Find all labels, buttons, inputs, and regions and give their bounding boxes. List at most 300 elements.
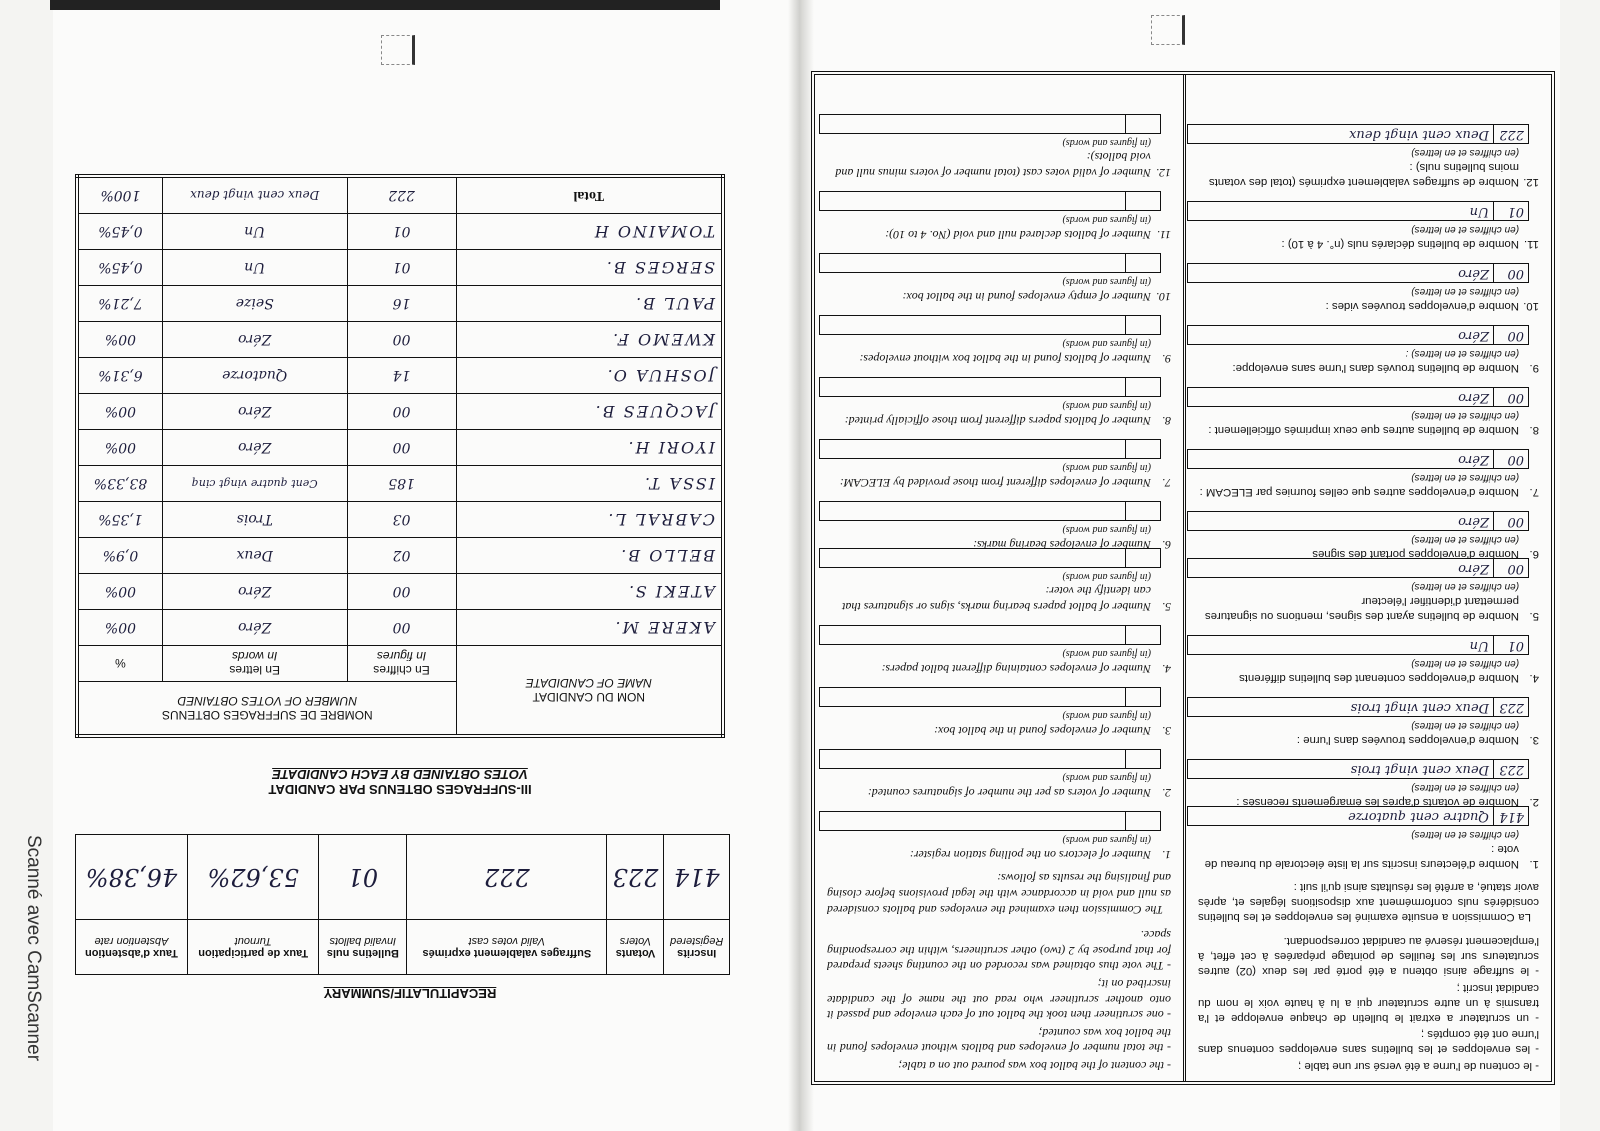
answer-box [819,687,1161,707]
answer-words[interactable] [820,378,1125,396]
item-label: Nombre d'enveloppes trouvées vides : [1325,300,1519,313]
summary-header-en: Turnout [234,935,272,947]
header-votes-fr: NOMBRE DE SUFFRAGES OBTENUS [161,708,373,722]
item-label: Nombre d'enveloppes contenant des bulletins différents [1239,672,1519,685]
candidate-row [77,430,723,466]
item-question [1198,670,1539,685]
item-label: Number of ballots papers different from those officially printed: [844,413,1151,428]
item-number: 10. [1156,289,1171,304]
item-question [827,660,1171,676]
total-row [77,176,723,214]
item-number: 2. [1529,796,1539,809]
item-label: Nombre d'électeurs inscrits sur la liste électorale du bureau de vote : [1204,843,1519,871]
answer-figures[interactable]: 222 [1493,125,1528,143]
form-item [827,552,1171,614]
item-label: Number of electors on the polling station register: [909,847,1151,862]
answer-box [819,811,1161,831]
candidate-row [77,394,723,430]
answer-words[interactable]: Zéro [1458,514,1489,530]
answer-figures[interactable]: 00 [1493,388,1528,406]
item-hint: (en chiffres et en lettres) : [1405,348,1519,360]
item-question [1198,236,1539,251]
header-name-fr: NOM DU CANDIDAT [532,690,645,704]
votes-words: Cent quatre vingt cinq [162,466,347,502]
item-number: 9. [1162,351,1171,366]
answer-words[interactable]: Quatre cent quatorze [1347,809,1489,825]
votes-words: Zéro [162,322,347,358]
form-column-french [1183,75,1551,1081]
form-item [827,614,1171,676]
votes-figures: 16 [347,286,456,322]
intro-text-en [827,870,1171,1073]
votes-percent: 00% [77,322,162,358]
intro-bullet: - un scrutateur a extrait le bulletin de chaque enveloppe et l'a transmis à un autre scrutateur qui a lu à haute voix le nom du candidat inscrit ; [1198,981,1539,1024]
header-words-en: In words [232,649,278,664]
item-label: Number of empty envelopes found in the ballot box: [902,289,1151,304]
item-number: 11. [1156,227,1171,242]
form-item [1198,127,1539,189]
answer-box [1187,325,1529,345]
answer-figures[interactable] [1125,192,1160,210]
candidate-name: AKERE M. [456,610,723,646]
votes-words: Quatorze [162,358,347,394]
item-label: Number of envelopes containing different ballot papers: [881,661,1151,676]
item-number: 11. [1524,238,1539,251]
intro-bullet: - the content of the ballot box was poured out on a table; [898,1059,1171,1073]
item-number: 4. [1529,672,1539,685]
item-number: 12. [1523,176,1539,189]
item-hint: (en chiffres et en lettres) [1411,658,1519,670]
answer-figures[interactable] [1125,626,1160,644]
item-question [827,784,1171,800]
candidate-name: KWEMO F. [456,322,723,358]
answer-words[interactable] [820,502,1125,520]
header-percent: % [77,646,162,682]
summary-value: 414 [664,835,730,920]
item-label: Nombre d'enveloppes autres que celles fournies par ELECAM : [1199,486,1519,499]
candidates-section-title [230,767,570,797]
answer-box [1187,387,1529,407]
item-hint: (en chiffres et en lettres) [1411,720,1519,732]
intro-text-fr [1198,879,1539,1073]
total-label: Total [456,176,723,214]
summary-value: 01 [319,835,407,920]
item-hint: (in figures and words) [1062,710,1151,722]
summary-header-en: Registered [670,935,724,947]
form-item [827,180,1171,242]
item-label: Number of voters as per the number of signatures counted: [867,785,1151,800]
item-hint: (in figures and words) [1062,834,1151,846]
summary-header-en: Abstention rate [94,935,169,947]
total-percent: 100% [77,176,162,214]
item-number: 9. [1529,362,1539,375]
summary-header [607,920,664,975]
item-hint: (in figures and words) [1062,462,1151,474]
item-hint: (in figures and words) [1062,136,1151,148]
answer-words[interactable] [820,254,1125,272]
summary-header-en: Invalid ballots [329,935,397,947]
item-question [1198,298,1539,313]
form-item [827,676,1171,738]
form-item [1198,623,1539,685]
votes-percent: 00% [77,574,162,610]
page-number-marker [1151,15,1185,45]
form-item [1198,561,1539,623]
item-number: 3. [1162,723,1171,738]
form-items-fr [1198,127,1539,871]
item-label: Number of ballots declared null and void (No. 4 to 10): [885,227,1151,242]
item-hint: (in figures and words) [1062,276,1151,288]
form-item [1198,809,1539,871]
form-item [1198,499,1539,561]
summary-header-fr: Votants [615,947,656,959]
item-hint: (in figures and words) [1062,648,1151,660]
header-candidate-name [456,646,723,737]
item-question [827,226,1171,242]
answer-box [1187,449,1529,469]
candidate-row [77,286,723,322]
summary-header-fr: Inscrits [677,947,717,959]
votes-figures: 00 [347,574,456,610]
answer-words[interactable] [820,115,1125,133]
votes-percent: 6,31% [77,358,162,394]
votes-percent: 7,21% [77,286,162,322]
votes-percent: 0,45% [77,214,162,250]
intro-bullet: - le suffrage ainsi obtenu a été porté par les deux (02) autres scrutateurs sur les feuilles de pointage préparées à cet effet, à l'emplacement réservé au candidat correspondant. [1198,935,1539,978]
item-question [1198,593,1539,623]
form-item [827,428,1171,490]
candidate-name: CABRAL L. [456,502,723,538]
votes-percent: 83,33% [77,466,162,502]
item-hint: (en chiffres et en lettres) [1411,410,1519,422]
answer-words[interactable] [820,440,1125,458]
answer-box [819,114,1161,134]
form-item [1198,189,1539,251]
candidate-row [77,214,723,250]
item-hint: (en chiffres et en lettres) [1411,782,1519,794]
votes-figures: 02 [347,538,456,574]
candidate-row [77,466,723,502]
candidate-row [77,322,723,358]
item-number: 1. [1529,858,1539,871]
candidate-name: IYORI H. [456,430,723,466]
answer-figures[interactable] [1125,254,1160,272]
summary-header [319,920,407,975]
answer-figures[interactable] [1125,378,1160,396]
item-hint: (en chiffres et en lettres) [1411,534,1519,546]
item-hint: (in figures and words) [1062,772,1151,784]
section-title-fr: III-SUFFRAGES OBTENUS PAR CANDIDAT [268,782,532,797]
total-figures: 222 [347,176,456,214]
summary-value: 46,38% [76,835,188,920]
item-question [1198,484,1539,499]
answer-words[interactable] [820,316,1125,334]
candidate-name: JACQUES B. [456,394,723,430]
item-label: Nombre de bulletins autres que ceux imprimés officiellement : [1208,424,1519,437]
item-number: 12. [1156,165,1171,180]
votes-figures: 00 [347,430,456,466]
answer-words[interactable]: Deux cent vingt trois [1350,762,1489,778]
intro-bullet: - The vote thus obtained was recorded on the counting sheets prepared for that purpose by 2 (two) other scrutineers, within the corresponding space. [827,928,1171,974]
candidate-row [77,502,723,538]
answer-words[interactable]: Zéro [1458,561,1489,577]
item-number: 5. [1529,610,1539,623]
form-item [827,738,1171,800]
item-hint: (en chiffres et en lettres) [1411,472,1519,484]
header-figures-fr: En chiffres [373,663,430,678]
candidate-votes-table [75,174,725,738]
form-item [827,800,1171,862]
header-figures-en: In figures [376,649,427,664]
summary-table [75,834,730,975]
item-number: 1. [1162,847,1171,862]
summary-header-fr: Taux d'abstention [85,947,178,959]
candidate-name: ISSA T. [456,466,723,502]
answer-figures[interactable]: 01 [1493,636,1528,654]
form-item [1198,313,1539,375]
answer-box [819,501,1161,521]
summary-header-en: Valid votes cast [468,935,546,947]
item-number: 2. [1162,785,1171,800]
item-label: Number of envelopes different from those provided by ELECAM: [839,475,1151,490]
answer-box [819,191,1161,211]
item-hint: (en chiffres et en lettres) [1411,147,1519,159]
votes-words: Trois [162,502,347,538]
votes-words: Seize [162,286,347,322]
item-label: Number of ballots found in the ballot box without envelopes: [859,351,1151,366]
form-item [827,304,1171,366]
item-question [827,288,1171,304]
answer-box [1187,511,1529,531]
item-hint: (in figures and words) [1062,400,1151,412]
answer-figures[interactable] [1125,750,1160,768]
item-hint: (in figures and words) [1062,338,1151,350]
votes-figures: 01 [347,214,456,250]
summary-value: 223 [607,835,664,920]
item-question [827,474,1171,490]
answer-words[interactable]: Un [1469,204,1489,220]
item-hint: (in figures and words) [1062,524,1151,536]
item-question [1198,360,1539,375]
item-number: 3. [1529,734,1539,747]
item-label: Nombre de votants d'après les émargements recensés : [1236,796,1519,809]
candidate-row [77,358,723,394]
candidate-name: SERGES B. [456,250,723,286]
votes-words: Un [162,214,347,250]
votes-words: Un [162,250,347,286]
candidate-name: TOMAINO H [456,214,723,250]
header-figures [347,646,456,682]
answer-words[interactable]: Zéro [1458,452,1489,468]
header-words-fr: En lettres [229,663,281,678]
intro-paragraph: La Commission a ensuite examiné les enveloppes et les bulletins considérés nuls conformément aux dispositions légales et, après avoir statué, a arrêté les résultats ainsi qu'il suit : [1198,880,1539,923]
answer-figures[interactable]: 223 [1493,698,1528,716]
item-hint: (en chiffres et en lettres) [1411,581,1519,593]
header-words [162,646,347,682]
answer-figures[interactable] [1125,688,1160,706]
answer-figures[interactable]: 00 [1493,326,1528,344]
form-item [1198,251,1539,313]
candidate-row [77,538,723,574]
total-words: Deux cent vingt deux [162,176,347,214]
votes-figures: 185 [347,466,456,502]
item-number: 7. [1162,475,1171,490]
item-hint: (in figures and words) [1062,214,1151,226]
item-label: Number of envelopes bearing marks: [973,537,1151,552]
answer-figures[interactable]: 00 [1493,559,1528,577]
answer-words[interactable] [820,626,1125,644]
summary-title: RECAPITULATIF/SUMMARY [323,986,497,1001]
form-items-en [827,118,1171,862]
votes-figures: 01 [347,250,456,286]
item-question [1198,841,1539,871]
answer-box [819,253,1161,273]
votes-figures: 00 [347,394,456,430]
form-item [1198,437,1539,499]
votes-figures: 14 [347,358,456,394]
answer-words[interactable]: Un [1469,638,1489,654]
answer-figures[interactable]: 00 [1493,512,1528,530]
answer-figures[interactable]: 01 [1493,202,1528,220]
answer-words[interactable]: Zéro [1458,328,1489,344]
answer-box [819,315,1161,335]
candidate-row [77,574,723,610]
header-votes-obtained [77,682,456,737]
votes-percent: 00% [77,394,162,430]
answer-words[interactable]: Deux cent vingt trois [1350,700,1489,716]
answer-figures[interactable] [1125,316,1160,334]
answer-box [819,625,1161,645]
answer-box [819,439,1161,459]
item-number: 4. [1162,661,1171,676]
answer-box [1187,806,1529,826]
answer-words[interactable]: Zéro [1458,266,1489,282]
votes-words: Deux [162,538,347,574]
summary-header-fr: Bulletins nuls [326,947,399,959]
answer-words[interactable] [820,688,1125,706]
item-number: 5. [1162,599,1171,614]
candidate-row [77,610,723,646]
answer-words[interactable] [820,192,1125,210]
answer-words[interactable]: Zéro [1458,390,1489,406]
votes-words: Zéro [162,430,347,466]
item-label: Nombre d'enveloppes portant des signes [1312,548,1519,561]
item-label: Number of envelopes found in the ballot box: [934,723,1151,738]
votes-percent: 0,45% [77,250,162,286]
item-hint: (in figures and words) [1062,570,1151,582]
item-label: Number of ballot papers bearing marks, signs or signatures that can identify the voter: [842,584,1151,614]
votes-words: Zéro [162,574,347,610]
form-item [827,242,1171,304]
answer-box [819,749,1161,769]
answer-box [1187,635,1529,655]
votes-figures: 03 [347,502,456,538]
item-number: 8. [1162,413,1171,428]
answer-box [1187,124,1529,144]
item-number: 6. [1529,548,1539,561]
candidate-name: JOSHUA O. [456,358,723,394]
summary-header [664,920,730,975]
scan-edge [50,0,720,10]
item-number: 10. [1523,300,1539,313]
item-hint: (en chiffres et en lettres) [1411,829,1519,841]
votes-figures: 00 [347,610,456,646]
votes-percent: 1,35% [77,502,162,538]
item-question [827,722,1171,738]
summary-value: 53,62% [187,835,319,920]
answer-figures[interactable] [1125,440,1160,458]
item-question [827,149,1171,180]
answer-words[interactable] [820,812,1125,830]
item-label: Nombre de suffrages valablement exprimés (total des votants moins bulletins nuls) : [1208,161,1519,189]
item-number: 6. [1162,537,1171,552]
votes-percent: 00% [77,610,162,646]
item-label: Nombre d'enveloppes trouvées dans l'urne : [1296,734,1519,747]
votes-percent: 0,9% [77,538,162,574]
camscanner-watermark: Scanné avec CamScanner [23,835,44,1062]
answer-figures[interactable]: 00 [1493,264,1528,282]
answer-words[interactable] [820,750,1125,768]
summary-header-fr: Suffrages valablement exprimés [422,947,592,959]
item-hint: (en chiffres et en lettres) [1411,224,1519,236]
item-label: Nombre de bulletins trouvés dans l'urne sans enveloppe: [1232,362,1519,375]
summary-header [76,920,188,975]
answer-figures[interactable] [1125,115,1160,133]
item-question [827,583,1171,614]
section-title-en: VOTES OBTAINED BY EACH CANDIDATE [272,767,528,782]
answer-figures[interactable] [1125,812,1160,830]
summary-header [187,920,319,975]
answer-figures[interactable]: 00 [1493,450,1528,468]
summary-header-en: Voters [619,935,652,947]
item-label: Nombre de bulletins déclarés nuls (n°. 4 à 10) : [1281,238,1519,251]
candidate-row [77,250,723,286]
page-number-marker [381,35,415,65]
answer-figures[interactable] [1125,502,1160,520]
answer-words[interactable]: Deux cent vingt deux [1349,127,1489,143]
item-question [1198,422,1539,437]
intro-bullet: - the total number of envelopes and ballots without envelopes found in the ballot box was counted; [827,1025,1171,1056]
answer-box [1187,201,1529,221]
form-column-english [815,75,1183,1081]
counting-form [811,71,1555,1085]
votes-words: Zéro [162,394,347,430]
item-question [1198,732,1539,747]
header-name-en: NAME OF CANDIDATE [525,676,652,690]
votes-figures: 00 [347,322,456,358]
votes-percent: 00% [77,430,162,466]
intro-paragraph: The Commission then examined the envelopes and ballots considered as null and void in accordance with the legal provisions before closing and finalising the results as follows: [827,871,1171,917]
summary-header-fr: Taux de participation [198,947,309,959]
item-number: 8. [1529,424,1539,437]
item-label: Number of valid votes cast (total number of voters minus null and void ballots): [835,150,1151,180]
form-item [827,366,1171,428]
answer-box [1187,759,1529,779]
item-number: 7. [1529,486,1539,499]
item-question [827,412,1171,428]
intro-bullet: - one scrutineer then took the ballot out of each envelope and passed it onto another scrutineer who read out the name of the candidate inscribed on it; [827,977,1171,1023]
form-item [827,490,1171,552]
answer-figures[interactable]: 223 [1493,760,1528,778]
answer-figures[interactable]: 414 [1493,807,1528,825]
item-question [1198,159,1539,189]
candidate-name: PAUL B. [456,286,723,322]
item-question [1198,794,1539,809]
form-item [1198,375,1539,437]
candidate-name: BELLO B. [456,538,723,574]
intro-bullet: - les enveloppes et les bulletins sans enveloppes contenus dans l'urne ont été comptés ; [1198,1028,1539,1056]
answer-box [819,377,1161,397]
